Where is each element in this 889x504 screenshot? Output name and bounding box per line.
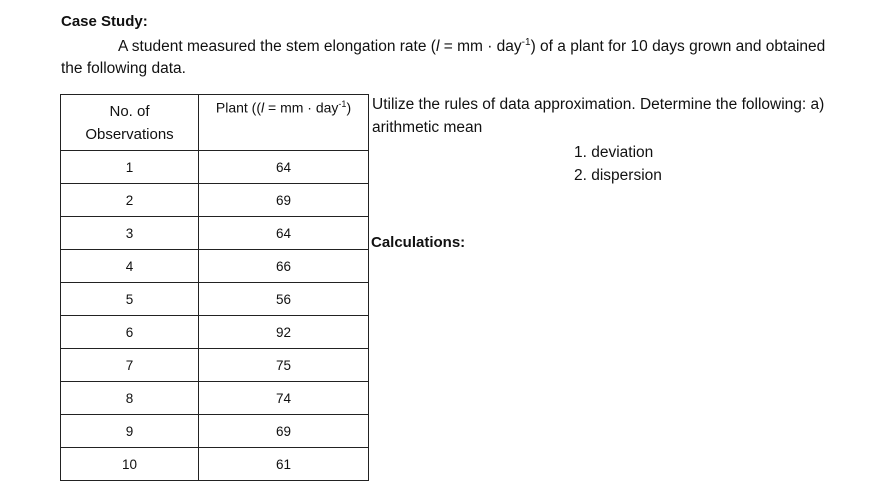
value-cell: 61 [199,448,369,481]
obs-cell: 9 [61,415,199,448]
intro-symbol-l: l [435,38,440,56]
table-row [61,283,369,316]
instruction-line-2: arithmetic mean [372,119,483,136]
instruction-line-1: Utilize the rules of data approximation. Determine the following: a) [372,96,825,113]
header-plant-suffix: ) [346,99,352,116]
table-row [61,448,369,481]
value-cell: 69 [199,415,369,448]
calculations-label: Calculations: [371,234,466,251]
table-row [61,349,369,382]
table-row [61,382,369,415]
intro-line-2: the following data. [61,60,186,77]
intro-text-start: A student measured the stem elongation rate ( [118,38,436,56]
intro-text-end: ) of a plant for 10 days grown and obtained [530,38,826,56]
obs-cell: 8 [61,382,199,415]
value-cell: 74 [199,382,369,415]
value-cell: 92 [199,316,369,349]
case-study-title: Case Study: [61,13,148,30]
list-item-dispersion: 2. dispersion [574,167,662,184]
obs-cell: 7 [61,349,199,382]
header-plant-unit: = mm · day [264,99,339,116]
intro-unit: = mm · day [439,38,522,56]
instruction-list [574,141,662,187]
obs-cell: 4 [61,250,199,283]
value-cell: 64 [199,151,369,184]
header-plant-exp: -1 [338,99,347,109]
obs-cell: 10 [61,448,199,481]
value-cell: 69 [199,184,369,217]
header-obs-line2: Observations [85,125,174,143]
header-plant [199,95,369,151]
value-cell: 66 [199,250,369,283]
obs-cell: 1 [61,151,199,184]
header-plant-symbol: l [261,99,265,116]
obs-cell: 2 [61,184,199,217]
header-observations [61,95,199,151]
list-item-deviation: 1. deviation [574,144,654,161]
obs-cell: 5 [61,283,199,316]
obs-cell: 6 [61,316,199,349]
table-row [61,151,369,184]
value-cell: 75 [199,349,369,382]
header-obs-line1: No. of [109,102,150,120]
data-table [60,94,369,481]
table-row [61,316,369,349]
value-cell: 56 [199,283,369,316]
intro-exponent: -1 [521,37,531,48]
table-header-row [61,95,369,151]
table-row [61,415,369,448]
value-cell: 64 [199,217,369,250]
table-row [61,184,369,217]
table-row [61,250,369,283]
header-plant-prefix: Plant (( [215,99,261,116]
obs-cell: 3 [61,217,199,250]
table-row [61,217,369,250]
intro-line-1 [118,37,825,56]
